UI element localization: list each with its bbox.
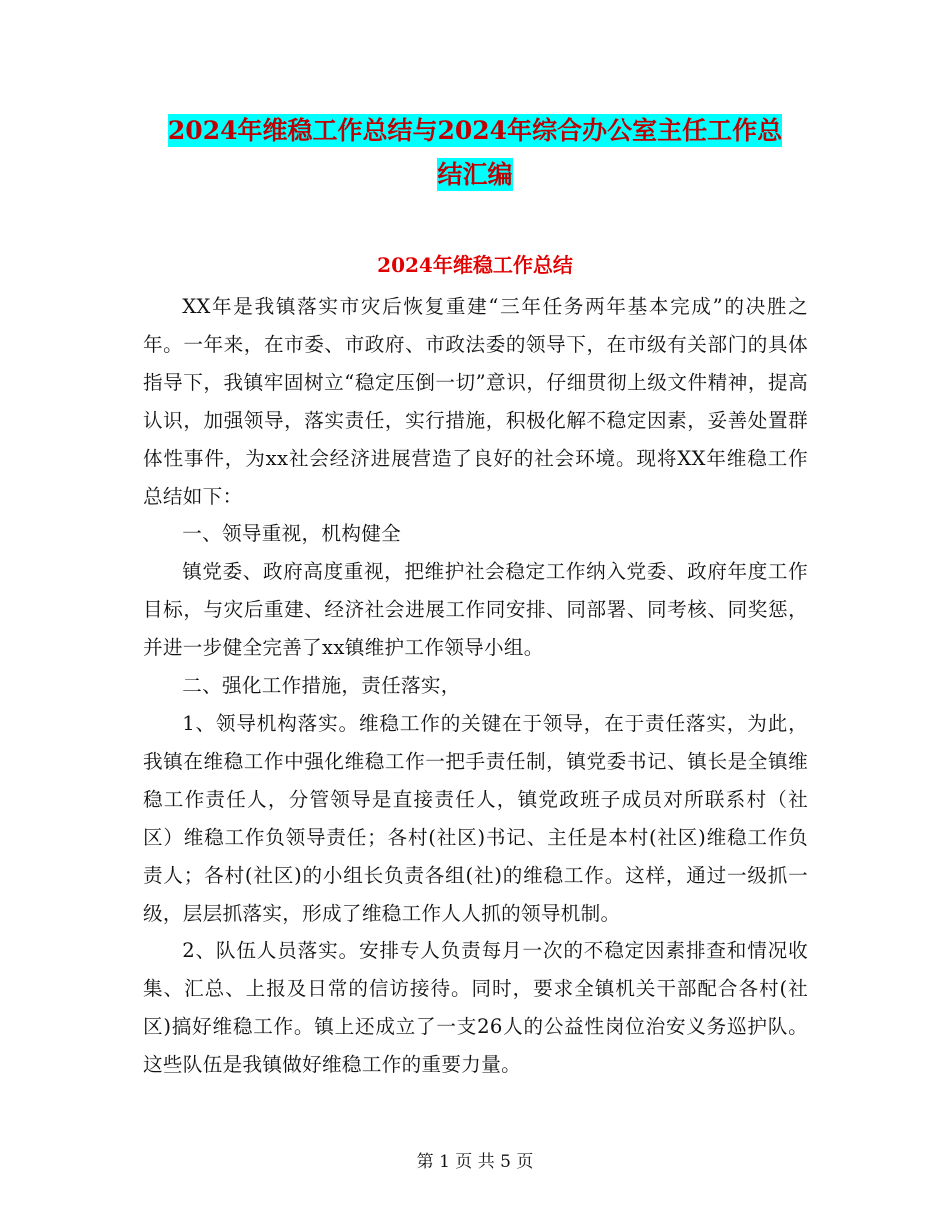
page-number-footer: 第 1 页 共 5 页: [416, 1152, 534, 1172]
document-title-line-1: [0, 106, 950, 156]
paragraph-personnel: 2、队伍人员落实。安排专人负责每月一次的不稳定因素排查和情况收集、汇总、上报及日常的信访接待。同时，要求全镇机关干部配合各村(社区)搞好维稳工作。镇上还成立了一支26人的公益性岗位治安义务巡护队。这些队伍是我镇做好维稳工作的重要力量。: [143, 939, 808, 1077]
heading-leadership: 一、领导重视，机构健全: [182, 522, 402, 546]
paragraph-intro: XX年是我镇落实市灾后恢复重建“三年任务两年基本完成”的决胜之年。一年来，在市委、市政府、市政法委的领导下，在市级有关部门的具体指导下，我镇牢固树立“稳定压倒一切”意识，仔细贯彻上级文件精神，提高认识，加强领导，落实责任，实行措施，积极化解不稳定因素，妥善处置群体性事件，为xx社会经济进展营造了良好的社会环境。现将XX年维稳工作总结如下：: [143, 295, 808, 508]
paragraph-leadership: 镇党委、政府高度重视，把维护社会稳定工作纳入党委、政府年度工作目标，与灾后重建、经济社会进展工作同安排、同部署、同考核、同奖惩，并进一步健全完善了xx镇维护工作领导小组。: [143, 560, 808, 660]
document-title-text-2: 结汇编: [437, 160, 513, 189]
heading-measures: 二、强化工作措施，责任落实，: [182, 674, 461, 698]
section-title: 2024年维稳工作总结: [377, 253, 573, 277]
paragraph-leadership-bodies: 1、领导机构落实。维稳工作的关键在于领导，在于责任落实，为此，我镇在维稳工作中强化维稳工作一把手责任制，镇党委书记、镇长是全镇维稳工作责任人，分管领导是直接责任人，镇党政班子成员对所联系村（社区）维稳工作负领导责任；各村(社区)书记、主任是本村(社区)维稳工作负责人；各村(社区)的小组长负责各组(社)的维稳工作。这样，通过一级抓一级，层层抓落实，形成了维稳工作人人抓的领导机制。: [143, 711, 808, 925]
document-title-line-2: [0, 150, 950, 200]
document-body: [143, 288, 808, 1084]
document-title-text-1: 2024年维稳工作总结与2024年综合办公室主任工作总: [167, 116, 783, 145]
